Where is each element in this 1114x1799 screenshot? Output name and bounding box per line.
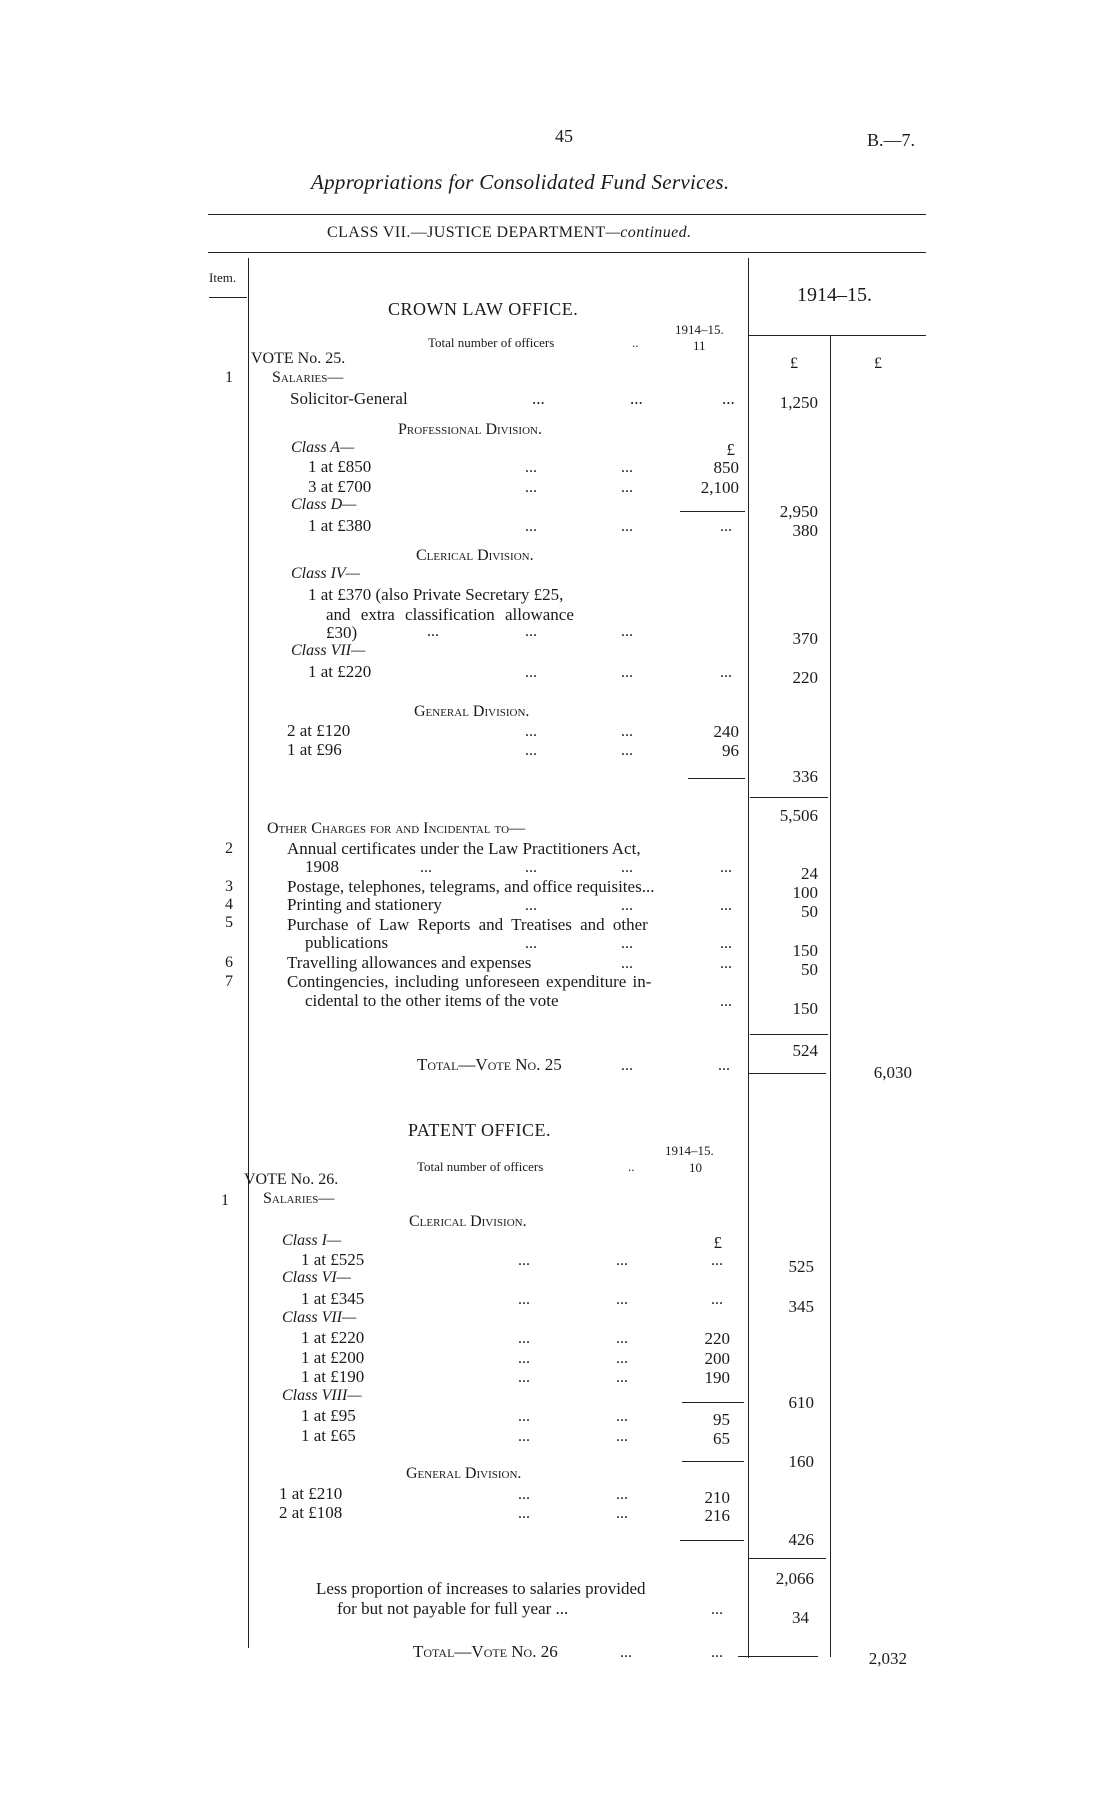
amount: 336: [792, 767, 818, 786]
salary-line: 1 at £220: [301, 1328, 365, 1347]
column-rule-total: [830, 335, 831, 1657]
leader-dots: ...: [525, 723, 537, 740]
salary-line: 2 at £120: [287, 721, 351, 740]
leader-dots: ...: [621, 1057, 633, 1074]
year-header-rule: [748, 335, 926, 336]
amount: 1,250: [779, 393, 818, 412]
salary-line: 1 at £190: [301, 1367, 365, 1386]
leader-dots: ...: [621, 723, 633, 740]
charge-line: Purchase of Law Reports and Treatises and other: [287, 915, 648, 934]
leader-dots: ...: [518, 1428, 530, 1445]
officers-year: 1914–15.: [665, 1143, 714, 1158]
leader-dots: ...: [616, 1486, 628, 1503]
amount: 34: [792, 1608, 809, 1627]
amount: 96: [722, 741, 739, 760]
leader-dots: ...: [616, 1291, 628, 1308]
amount: 220: [704, 1329, 730, 1348]
leader-dots: ..: [628, 1159, 635, 1174]
division-heading: General Division.: [406, 1465, 522, 1482]
vote-total-label: [417, 1056, 562, 1073]
leader-dots: ...: [525, 459, 537, 476]
amount: 426: [788, 1530, 814, 1549]
column-rule-item: [248, 258, 249, 1648]
amount: 220: [792, 668, 818, 687]
amount: 150: [792, 941, 818, 960]
vote-total-text: Total—Vote No. 26: [413, 1642, 558, 1661]
leader-dots: ...: [518, 1369, 530, 1386]
item-number: 1: [221, 1192, 229, 1209]
charge-line: cidental to the other items of the vote: [305, 991, 559, 1010]
salary-line: 1 at £380: [308, 516, 372, 535]
amount: 50: [801, 960, 818, 979]
leader-dots: ...: [718, 1057, 730, 1074]
amount: 95: [713, 1410, 730, 1429]
amount: 524: [792, 1041, 818, 1060]
leader-dots: ...: [711, 1601, 723, 1618]
leader-dots: ...: [722, 389, 735, 408]
amount: 240: [713, 722, 739, 741]
salary-line: 1 at £370 (also Private Secretary £25,: [308, 585, 564, 604]
leader-dots: ...: [616, 1408, 628, 1425]
officers-year: 1914–15.: [675, 322, 724, 337]
amount: 190: [704, 1368, 730, 1387]
leader-dots: ...: [420, 859, 432, 876]
leader-dots: ...: [621, 935, 633, 952]
charge-line: Printing and stationery: [287, 895, 442, 914]
leader-dots: ...: [525, 935, 537, 952]
subtotal-rule: [682, 1402, 744, 1403]
total-rule: [738, 1656, 818, 1657]
subtotal-rule: [680, 1540, 744, 1541]
section-title-patent-office: PATENT OFFICE.: [408, 1120, 552, 1140]
officers-count: 10: [689, 1160, 702, 1175]
leader-dots: ...: [711, 1291, 723, 1308]
leader-dots: ...: [621, 479, 633, 496]
leader-dots: ...: [720, 897, 732, 914]
pound-symbol: £: [790, 355, 798, 372]
subtotal-rule: [748, 1558, 826, 1559]
leader-dots: ...: [518, 1252, 530, 1269]
solicitor-general-label: Solicitor-General: [290, 389, 408, 408]
amount: 150: [792, 999, 818, 1018]
total-rule: [748, 1073, 826, 1074]
subtotal-rule: [750, 797, 828, 798]
division-heading: Clerical Division.: [409, 1213, 527, 1230]
less-proportion-line: Less proportion of increases to salaries provided: [316, 1579, 646, 1598]
leader-dots: ...: [616, 1369, 628, 1386]
leader-dots: ...: [621, 955, 633, 972]
officers-count: 11: [693, 338, 706, 353]
vote-total-text: Total—Vote No. 25: [417, 1055, 562, 1074]
amount: 850: [713, 458, 739, 477]
amount: 2,950: [779, 502, 818, 521]
leader-dots: ...: [621, 859, 633, 876]
class-label: Class A—: [291, 439, 355, 456]
subtotal-rule: [688, 778, 745, 779]
leader-dots: ...: [616, 1330, 628, 1347]
class-label: Class VI—: [282, 1269, 351, 1286]
page-number: 45: [555, 126, 573, 146]
subtotal-rule: [750, 1034, 828, 1035]
subtotal-rule: [682, 1461, 744, 1462]
column-rule-amount: [748, 258, 749, 1658]
leader-dots: ...: [532, 389, 545, 408]
salary-line: 1 at £210: [279, 1484, 343, 1503]
item-column-header: Item.: [209, 270, 237, 285]
page-title: Appropriations for Consolidated Fund Services.: [311, 170, 730, 194]
leader-dots: ...: [621, 742, 633, 759]
leader-dots: ...: [518, 1291, 530, 1308]
salary-line: £30): [326, 623, 358, 642]
other-charges-heading: Other Charges for and Incidental to—: [267, 820, 526, 837]
leader-dots: ...: [525, 859, 537, 876]
pound-symbol: £: [713, 1233, 722, 1252]
class-label: Class VII—: [291, 642, 366, 659]
leader-dots: ...: [518, 1486, 530, 1503]
item-number: 6: [225, 954, 233, 971]
leader-dots: ...: [720, 518, 732, 535]
class-label: Class I—: [282, 1232, 342, 1249]
class-heading-suffix: —continued.: [605, 224, 692, 241]
salary-line: 1 at £200: [301, 1348, 365, 1367]
amount: 610: [788, 1393, 814, 1412]
amount: 65: [713, 1429, 730, 1448]
leader-dots: ...: [525, 664, 537, 681]
salary-line: 1 at £95: [301, 1406, 356, 1425]
class-label: Class VIII—: [282, 1387, 362, 1404]
leader-dots: ...: [525, 742, 537, 759]
salaries-heading: Salaries—: [272, 369, 344, 386]
leader-dots: ...: [518, 1330, 530, 1347]
vote-number: VOTE No. 26.: [244, 1171, 339, 1188]
division-heading: Clerical Division.: [416, 547, 534, 564]
division-heading: Professional Division.: [398, 421, 542, 438]
rule: [208, 252, 926, 253]
amount: 50: [801, 902, 818, 921]
amount: 160: [788, 1452, 814, 1471]
document-reference: B.—7.: [867, 130, 916, 150]
pound-symbol: £: [874, 355, 882, 372]
salary-line: 1 at £96: [287, 740, 342, 759]
salary-line: 3 at £700: [308, 477, 372, 496]
division-heading: General Division.: [414, 703, 530, 720]
item-number: 2: [225, 840, 233, 857]
vote-total-label: [413, 1643, 558, 1660]
class-heading: [327, 225, 691, 241]
leader-dots: ...: [427, 623, 439, 640]
amount: 345: [788, 1297, 814, 1316]
leader-dots: ...: [720, 859, 732, 876]
leader-dots: ...: [616, 1252, 628, 1269]
vote-total-amount: 6,030: [873, 1063, 912, 1082]
salary-line: 1 at £220: [308, 662, 372, 681]
leader-dots: ...: [518, 1408, 530, 1425]
leader-dots: ...: [720, 935, 732, 952]
salary-line: 1 at £525: [301, 1250, 365, 1269]
amount: 216: [704, 1506, 730, 1525]
leader-dots: ...: [518, 1505, 530, 1522]
salary-line: 1 at £65: [301, 1426, 356, 1445]
leader-dots: ...: [525, 479, 537, 496]
leader-dots: ...: [720, 993, 732, 1010]
year-column-header: 1914–15.: [797, 284, 872, 306]
leader-dots: ...: [711, 1252, 723, 1269]
salary-line: and extra classification allowance: [326, 605, 574, 624]
charge-line: Contingencies, including unforeseen expenditure in-: [287, 972, 652, 991]
charge-line: Travelling allowances and expenses: [287, 953, 532, 972]
amount: 5,506: [779, 806, 818, 825]
leader-dots: ..: [632, 335, 639, 350]
less-proportion-line: for but not payable for full year ...: [337, 1599, 569, 1618]
leader-dots: ...: [720, 955, 732, 972]
salary-line: 2 at £108: [279, 1503, 343, 1522]
subtotal-rule: [680, 511, 745, 512]
vote-number: VOTE No. 25.: [251, 350, 346, 367]
item-header-rule: [209, 297, 247, 298]
leader-dots: ...: [711, 1644, 723, 1661]
class-heading-text: CLASS VII.—JUSTICE DEPARTMENT: [327, 224, 606, 241]
leader-dots: ...: [621, 664, 633, 681]
leader-dots: ...: [616, 1350, 628, 1367]
amount: 370: [792, 629, 818, 648]
charge-line: Postage, telephones, telegrams, and office requisites...: [287, 877, 655, 896]
charge-line: Annual certificates under the Law Practitioners Act,: [287, 839, 641, 858]
leader-dots: ...: [525, 897, 537, 914]
leader-dots: ...: [621, 518, 633, 535]
leader-dots: ...: [621, 897, 633, 914]
amount: 380: [792, 521, 818, 540]
item-number: 5: [225, 914, 233, 931]
amount: 24: [801, 864, 818, 883]
vote-total-amount: 2,032: [868, 1649, 907, 1668]
class-label: Class VII—: [282, 1309, 357, 1326]
leader-dots: ...: [621, 459, 633, 476]
item-number: 3: [225, 878, 233, 895]
salary-line: 1 at £345: [301, 1289, 365, 1308]
salaries-heading: Salaries—: [263, 1190, 335, 1207]
item-number: 4: [225, 896, 233, 913]
amount: 100: [792, 883, 818, 902]
pound-symbol: £: [726, 440, 735, 459]
leader-dots: ...: [616, 1428, 628, 1445]
leader-dots: ...: [525, 623, 537, 640]
class-label: Class D—: [291, 496, 357, 513]
leader-dots: ...: [720, 664, 732, 681]
amount: 210: [704, 1488, 730, 1507]
leader-dots: ...: [616, 1505, 628, 1522]
charge-line: publications: [305, 933, 389, 952]
leader-dots: ...: [525, 518, 537, 535]
charge-line: 1908: [305, 857, 339, 876]
leader-dots: ...: [620, 1644, 632, 1661]
officers-label: Total number of officers: [428, 335, 555, 350]
item-number: 1: [225, 369, 233, 386]
class-label: Class IV—: [291, 565, 360, 582]
amount: 2,066: [775, 1569, 814, 1588]
section-title-crown-law-office: CROWN LAW OFFICE.: [388, 299, 579, 319]
amount: 525: [788, 1257, 814, 1276]
rule: [208, 214, 926, 215]
officers-label: Total number of officers: [417, 1159, 544, 1174]
amount: 2,100: [700, 478, 739, 497]
leader-dots: ...: [630, 389, 643, 408]
amount: 200: [704, 1349, 730, 1368]
leader-dots: ...: [621, 623, 633, 640]
salary-line: 1 at £850: [308, 457, 372, 476]
leader-dots: ...: [518, 1350, 530, 1367]
item-number: 7: [225, 973, 233, 990]
